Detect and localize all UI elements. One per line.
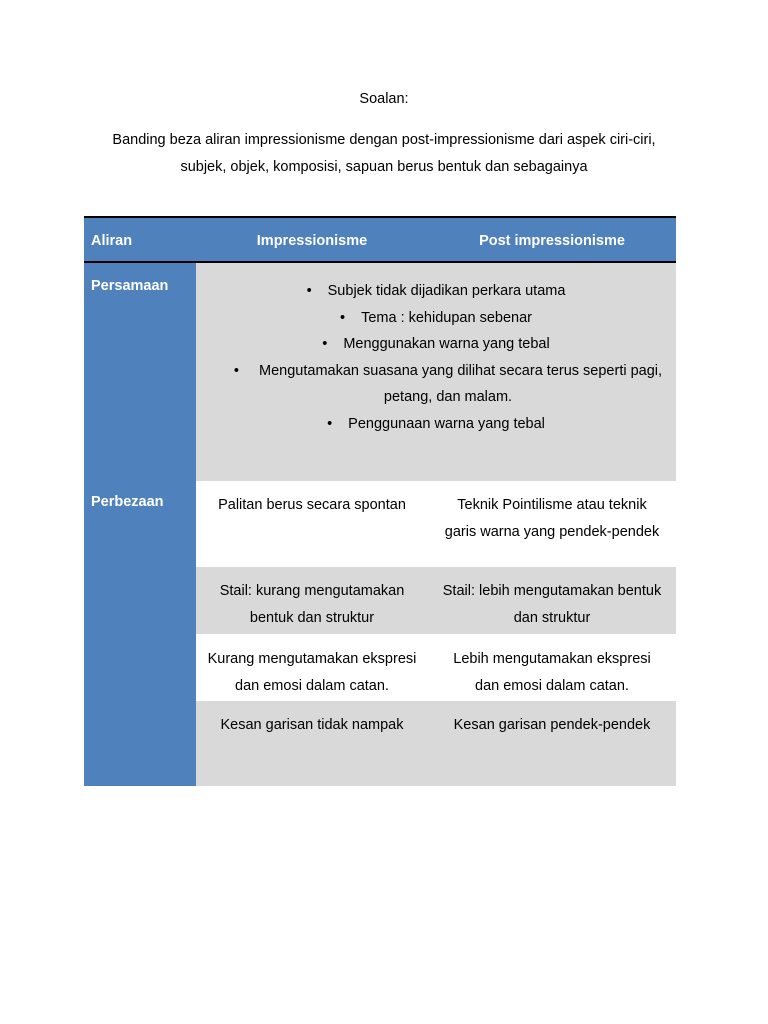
cell-line: Lebih mengutamakan ekspresi [453, 651, 651, 667]
list-item: • Menggunakan warna yang tebal [196, 331, 676, 358]
cell-line: dan struktur [513, 609, 591, 626]
list-item [220, 358, 676, 411]
cell-line: dan emosi dalam catan. [475, 677, 629, 694]
cell-line: Palitan berus secara spontan [218, 497, 406, 513]
question-text [84, 127, 684, 180]
question-line-1: Banding beza aliran impressionisme dengan post-impressionisme dari aspek ciri-ciri, [112, 132, 656, 148]
perbezaan-row-2-post [428, 578, 676, 631]
table-header-row [84, 218, 676, 263]
cell-line: Kesan garisan pendek-pendek [453, 717, 651, 733]
list-item-line: Mengutamakan suasana yang dilihat secara terus seperti pagi, [259, 362, 663, 379]
perbezaan-row-1-impressionisme [196, 492, 428, 519]
question-line-2: subjek, objek, komposisi, sapuan berus bentuk dan sebagainya [180, 158, 588, 175]
perbezaan-row-3-impressionisme [196, 646, 428, 699]
cell-line: Kesan garisan tidak nampak [220, 717, 404, 733]
header-impressionisme: Impressionisme [256, 233, 368, 249]
list-item: • Penggunaan warna yang tebal [196, 411, 676, 438]
label-perbezaan: Perbezaan [91, 494, 164, 510]
perbezaan-row-3-post [428, 646, 676, 699]
perbezaan-row-4-impressionisme [196, 712, 428, 739]
comparison-table [84, 216, 676, 786]
page-heading: Soalan: [359, 91, 409, 107]
list-item: • Subjek tidak dijadikan perkara utama [196, 278, 676, 305]
perbezaan-row-4-post [428, 712, 676, 739]
perbezaan-row-2-impressionisme [196, 578, 428, 631]
cell-line: Kurang mengutamakan ekspresi [207, 651, 417, 667]
cell-line: bentuk dan struktur [249, 609, 375, 626]
cell-line: dan emosi dalam catan. [235, 677, 389, 694]
list-item-line: petang, dan malam. [383, 389, 513, 405]
cell-line: Teknik Pointilisme atau teknik [457, 497, 647, 513]
list-item: • Tema : kehidupan sebenar [196, 305, 676, 332]
header-post-impressionisme: Post impressionisme [479, 233, 625, 249]
label-persamaan: Persamaan [91, 278, 169, 294]
header-aliran: Aliran [91, 233, 133, 249]
persamaan-list [196, 278, 676, 437]
perbezaan-row-1-post [428, 492, 676, 545]
cell-line: Stail: lebih mengutamakan bentuk [442, 583, 662, 599]
cell-line: garis warna yang pendek-pendek [444, 523, 660, 540]
cell-line: Stail: kurang mengutamakan [219, 583, 405, 599]
row-label-column [84, 263, 196, 786]
